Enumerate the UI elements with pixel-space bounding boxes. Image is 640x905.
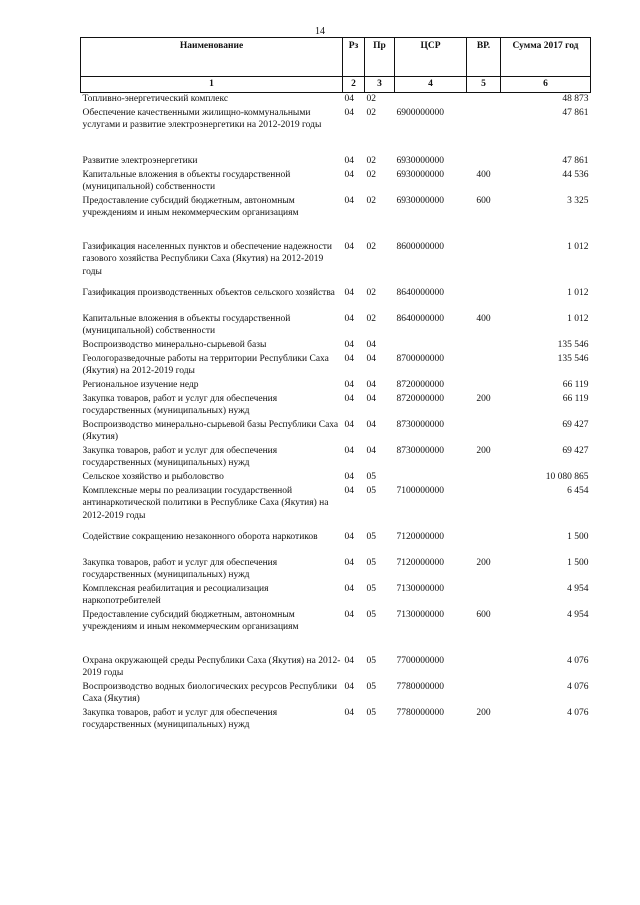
table-row [81, 287, 591, 313]
cell-sum: 66 119 [562, 393, 589, 404]
cell-csr: 7780000000 [396, 681, 444, 692]
cell-rz: 04 [344, 609, 354, 620]
cell-rz: 04 [344, 94, 354, 104]
cell-rz: 04 [344, 287, 354, 298]
cell-pr: 04 [366, 339, 376, 350]
cell-rz: 04 [344, 169, 354, 180]
column-number: 1 [81, 77, 343, 93]
table-row [81, 339, 591, 353]
cell-rz: 04 [344, 531, 354, 542]
cell-name: Закупка товаров, работ и услуг для обеспечения государственных (муниципальных) нужд [82, 393, 278, 416]
cell-sum: 66 119 [562, 379, 589, 390]
cell-sum: 3 325 [567, 195, 589, 206]
cell-csr: 8720000000 [396, 379, 444, 390]
column-number-row [81, 77, 591, 93]
cell-sum: 47 861 [562, 155, 589, 166]
cell-sum: 69 427 [562, 445, 589, 456]
cell-csr: 8600000000 [396, 241, 444, 252]
cell-rz: 04 [344, 353, 354, 364]
table-row [81, 681, 591, 707]
cell-sum: 44 536 [562, 169, 589, 180]
cell-name: Комплексная реабилитация и ресоциализация наркопотребителей [82, 583, 269, 606]
cell-pr: 04 [366, 393, 376, 404]
table-row [81, 393, 591, 419]
table-row [81, 353, 591, 379]
cell-csr: 8700000000 [396, 353, 444, 364]
cell-pr: 05 [366, 471, 376, 482]
cell-csr: 8730000000 [396, 445, 444, 456]
cell-name: Воспроизводство минерально-сырьевой базы [82, 339, 267, 350]
cell-sum: 48 873 [562, 94, 589, 104]
cell-vr [467, 155, 501, 169]
header-vr: ВР. [467, 38, 501, 77]
table-row [81, 313, 591, 339]
table-row [81, 531, 591, 557]
cell-rz: 04 [344, 471, 354, 482]
cell-csr: 7700000000 [396, 655, 444, 666]
cell-sum: 4 954 [567, 583, 589, 594]
cell-vr: 600 [476, 609, 491, 620]
cell-sum: 1 012 [567, 313, 589, 324]
table-row [81, 169, 591, 195]
cell-csr: 8730000000 [396, 419, 444, 430]
table-header-row [81, 38, 591, 77]
cell-rz: 04 [344, 583, 354, 594]
column-number: 5 [467, 77, 501, 93]
cell-pr: 04 [366, 419, 376, 430]
cell-rz: 04 [344, 155, 354, 166]
cell-pr: 02 [366, 313, 376, 324]
cell-vr: 400 [476, 169, 491, 180]
cell-sum: 4 076 [567, 655, 589, 666]
cell-rz: 04 [344, 313, 354, 324]
table-row [81, 445, 591, 471]
cell-pr: 02 [366, 287, 376, 298]
cell-vr: 400 [476, 313, 491, 324]
cell-name: Региональное изучение недр [82, 379, 199, 390]
cell-sum: 47 861 [562, 107, 589, 118]
cell-csr: 6930000000 [396, 155, 444, 166]
table-row [81, 557, 591, 583]
cell-name: Топливно-энергетический комплекс [82, 94, 229, 104]
cell-pr: 05 [366, 681, 376, 692]
column-number: 4 [395, 77, 467, 93]
cell-name: Газификация населенных пунктов и обеспечение надежности газового хозяйства Республики Саха (Якутия) на 2012-2019 годы [82, 241, 333, 277]
cell-vr: 600 [476, 195, 491, 206]
cell-name: Предоставление субсидий бюджетным, автономным учреждениям и иным некоммерческим организациям [82, 609, 299, 632]
cell-name: Капитальные вложения в объекты государственной (муниципальной) собственности [82, 169, 291, 192]
cell-pr: 02 [366, 241, 376, 252]
cell-vr [467, 485, 501, 531]
cell-name: Охрана окружающей среды Республики Саха (Якутия) на 2012-2019 годы [82, 655, 341, 678]
table-row [81, 419, 591, 445]
cell-csr [395, 93, 467, 107]
cell-pr: 05 [366, 557, 376, 568]
cell-csr: 6930000000 [396, 169, 444, 180]
column-number: 2 [343, 77, 365, 93]
cell-csr: 7120000000 [396, 557, 444, 568]
cell-name: Геологоразведочные работы на территории Республики Саха (Якутия) на 2012-2019 годы [82, 353, 329, 376]
cell-sum: 1 500 [567, 557, 589, 568]
table-row [81, 93, 591, 107]
cell-sum: 10 080 865 [545, 471, 589, 482]
cell-rz: 04 [344, 107, 354, 118]
cell-sum: 6 454 [567, 485, 589, 496]
cell-vr [467, 681, 501, 707]
cell-rz: 04 [344, 241, 354, 252]
cell-sum: 4 954 [567, 609, 589, 620]
cell-csr: 7100000000 [396, 485, 444, 496]
cell-vr: 200 [476, 707, 491, 718]
cell-sum: 4 076 [567, 681, 589, 692]
cell-pr: 05 [366, 485, 376, 496]
cell-rz: 04 [344, 339, 354, 350]
cell-name: Закупка товаров, работ и услуг для обеспечения государственных (муниципальных) нужд [82, 557, 278, 580]
cell-rz: 04 [344, 485, 354, 496]
cell-vr [467, 583, 501, 609]
cell-name: Содействие сокращению незаконного оборота наркотиков [82, 531, 318, 542]
cell-rz: 04 [344, 195, 354, 206]
table-row [81, 485, 591, 531]
cell-name: Сельское хозяйство и рыболовство [82, 471, 224, 482]
cell-name: Капитальные вложения в объекты государственной (муниципальной) собственности [82, 313, 291, 336]
cell-sum: 4 076 [567, 707, 589, 718]
cell-vr [467, 531, 501, 557]
table-row [81, 583, 591, 609]
cell-vr [467, 419, 501, 445]
table-row [81, 107, 591, 155]
cell-pr: 02 [366, 107, 376, 118]
cell-sum: 1 012 [567, 241, 589, 252]
cell-vr [467, 339, 501, 353]
header-csr: ЦСР [395, 38, 467, 77]
cell-csr: 7120000000 [396, 531, 444, 542]
cell-rz: 04 [344, 419, 354, 430]
header-rz: Рз [343, 38, 365, 77]
cell-rz: 04 [344, 393, 354, 404]
column-number: 3 [365, 77, 395, 93]
cell-csr [395, 339, 467, 353]
cell-pr: 05 [366, 655, 376, 666]
cell-name: Комплексные меры по реализации государственной антинаркотической политики в Республике Саха (Якутия) на 2012-2019 годы [82, 485, 329, 521]
cell-csr: 7130000000 [396, 583, 444, 594]
cell-csr: 8640000000 [396, 313, 444, 324]
cell-rz: 04 [344, 379, 354, 390]
cell-pr: 05 [366, 707, 376, 718]
page-number: 14 [315, 26, 325, 37]
cell-vr [467, 107, 501, 155]
cell-vr [467, 655, 501, 681]
cell-pr: 05 [366, 609, 376, 620]
table-row [81, 471, 591, 485]
table-row [81, 707, 591, 733]
cell-pr: 04 [366, 353, 376, 364]
cell-csr [395, 471, 467, 485]
header-name: Наименование [81, 38, 343, 77]
cell-name: Закупка товаров, работ и услуг для обеспечения государственных (муниципальных) нужд [82, 445, 278, 468]
cell-rz: 04 [344, 445, 354, 456]
cell-vr [467, 241, 501, 287]
cell-name: Развитие электроэнергетики [82, 155, 198, 166]
column-number: 6 [501, 77, 591, 93]
cell-csr: 6930000000 [396, 195, 444, 206]
cell-name: Воспроизводство водных биологических ресурсов Республики Саха (Якутия) [82, 681, 337, 704]
cell-pr: 05 [366, 583, 376, 594]
cell-sum: 69 427 [562, 419, 589, 430]
cell-sum: 1 500 [567, 531, 589, 542]
cell-sum: 1 012 [567, 287, 589, 298]
cell-rz: 04 [344, 681, 354, 692]
cell-rz: 04 [344, 557, 354, 568]
cell-pr: 05 [366, 531, 376, 542]
cell-pr: 04 [366, 445, 376, 456]
header-pr: Пр [365, 38, 395, 77]
cell-rz: 04 [344, 707, 354, 718]
cell-vr [467, 379, 501, 393]
header-sum: Сумма 2017 год [501, 38, 591, 77]
cell-csr: 7780000000 [396, 707, 444, 718]
cell-vr: 200 [476, 393, 491, 404]
table-row [81, 155, 591, 169]
cell-name: Воспроизводство минерально-сырьевой базы Республики Саха (Якутия) [82, 419, 339, 442]
cell-csr: 7130000000 [396, 609, 444, 620]
cell-vr [467, 93, 501, 107]
table-row [81, 195, 591, 241]
cell-vr: 200 [476, 445, 491, 456]
cell-name: Закупка товаров, работ и услуг для обеспечения государственных (муниципальных) нужд [82, 707, 278, 730]
cell-sum: 135 546 [557, 339, 589, 350]
cell-pr: 04 [366, 379, 376, 390]
cell-vr [467, 353, 501, 379]
cell-pr: 02 [366, 94, 376, 104]
cell-pr: 02 [366, 155, 376, 166]
cell-rz: 04 [344, 655, 354, 666]
cell-name: Обеспечение качественными жилищно-коммунальными услугами и развитие электроэнергетики на 2012-2019 годы [82, 107, 322, 130]
cell-sum: 135 546 [557, 353, 589, 364]
table-row [81, 241, 591, 287]
cell-csr: 8720000000 [396, 393, 444, 404]
cell-csr: 6900000000 [396, 107, 444, 118]
table-row [81, 379, 591, 393]
budget-table [80, 37, 591, 733]
cell-pr: 02 [366, 195, 376, 206]
cell-csr: 8640000000 [396, 287, 444, 298]
cell-pr: 02 [366, 169, 376, 180]
cell-name: Предоставление субсидий бюджетным, автономным учреждениям и иным некоммерческим организациям [82, 195, 299, 218]
cell-vr [467, 287, 501, 313]
table-row [81, 609, 591, 655]
cell-name: Газификация производственных объектов сельского хозяйства [82, 287, 335, 298]
cell-vr: 200 [476, 557, 491, 568]
table-row [81, 655, 591, 681]
cell-vr [467, 471, 501, 485]
